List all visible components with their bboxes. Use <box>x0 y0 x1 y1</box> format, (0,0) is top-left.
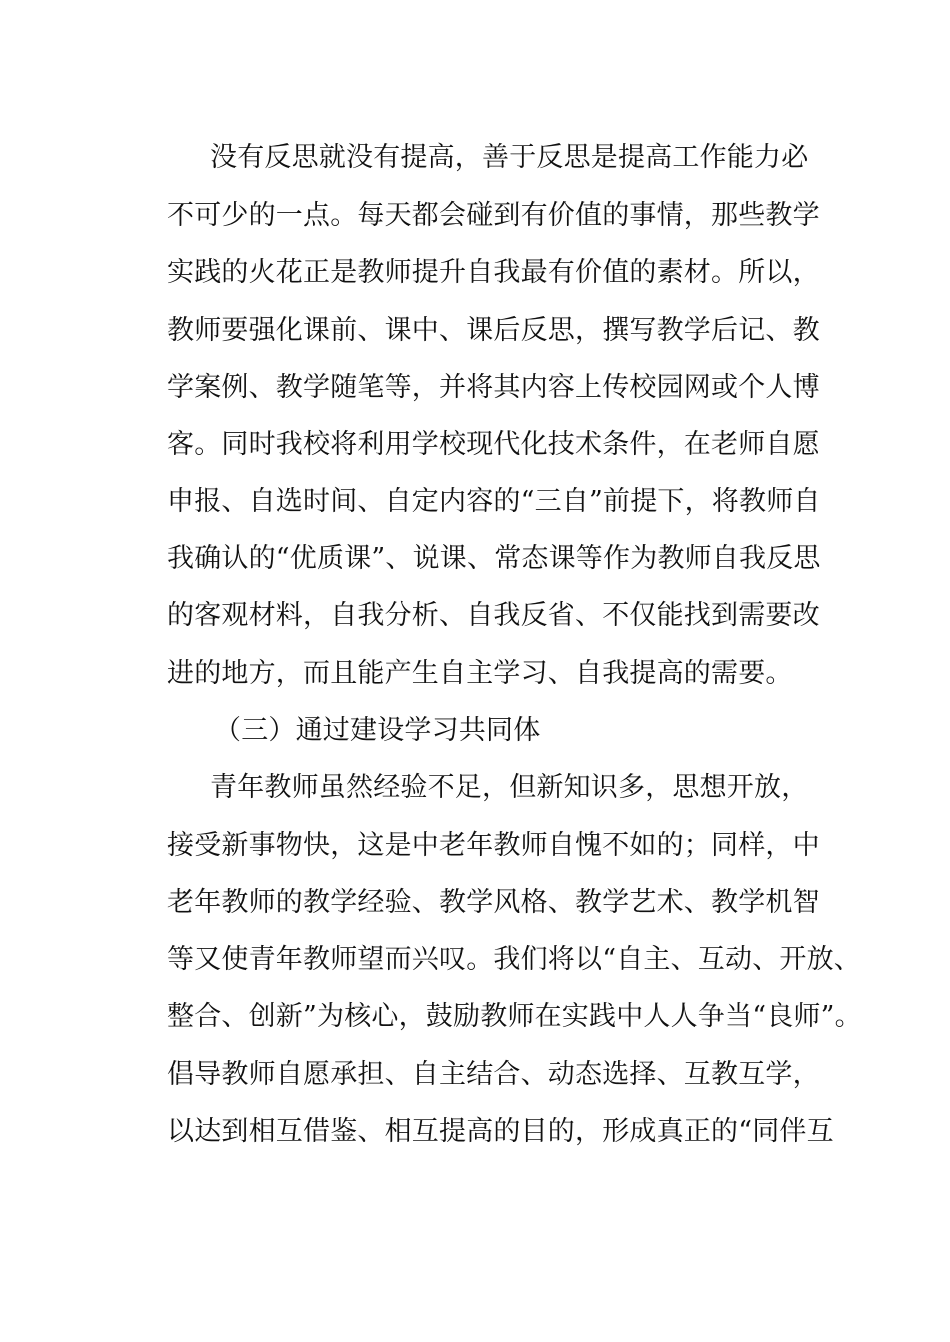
paragraph-1-line-8: 我确认的“优质课”、说课、常态课等作为教师自我反思 <box>167 543 821 574</box>
paragraph-2-line-3: 老年教师的教学经验、教学风格、教学艺术、教学机智 <box>167 887 820 918</box>
paragraph-1-line-1: 没有反思就没有提高，善于反思是提高工作能力必 <box>210 142 809 173</box>
paragraph-2-line-2: 接受新事物快，这是中老年教师自愧不如的；同样，中 <box>167 830 820 861</box>
paragraph-1-line-9: 的客观材料，自我分析、自我反省、不仅能找到需要改 <box>167 600 820 631</box>
paragraph-1-line-7: 申报、自选时间、自定内容的“三自”前提下，将教师自 <box>167 486 821 517</box>
paragraph-2-line-6: 倡导教师自愿承担、自主结合、动态选择、互教互学， <box>167 1059 820 1090</box>
paragraph-1-line-5: 学案例、教学随笔等，并将其内容上传校园网或个人博 <box>167 372 820 403</box>
paragraph-2-line-5: 整合、创新”为核心，鼓励教师在实践中人人争当“良师”。 <box>167 1001 862 1032</box>
paragraph-1-line-10: 进的地方，而且能产生自主学习、自我提高的需要。 <box>167 658 793 689</box>
paragraph-2-line-4: 等又使青年教师望而兴叹。我们将以“自主、互动、开放、 <box>167 944 862 975</box>
paragraph-1-line-4: 教师要强化课前、课中、课后反思，撰写教学后记、教 <box>167 315 820 346</box>
paragraph-2-line-7: 以达到相互借鉴、相互提高的目的，形成真正的“同伴互 <box>167 1116 834 1147</box>
paragraph-1-line-2: 不可少的一点。每天都会碰到有价值的事情，那些教学 <box>167 200 820 231</box>
paragraph-1-line-6: 客。同时我校将利用学校现代化技术条件，在老师自愿 <box>167 429 820 460</box>
section-heading: （三）通过建设学习共同体 <box>214 715 541 746</box>
paragraph-2-line-1: 青年教师虽然经验不足，但新知识多，思想开放， <box>210 772 809 803</box>
paragraph-1-line-3: 实践的火花正是教师提升自我最有价值的素材。所以， <box>167 257 820 288</box>
